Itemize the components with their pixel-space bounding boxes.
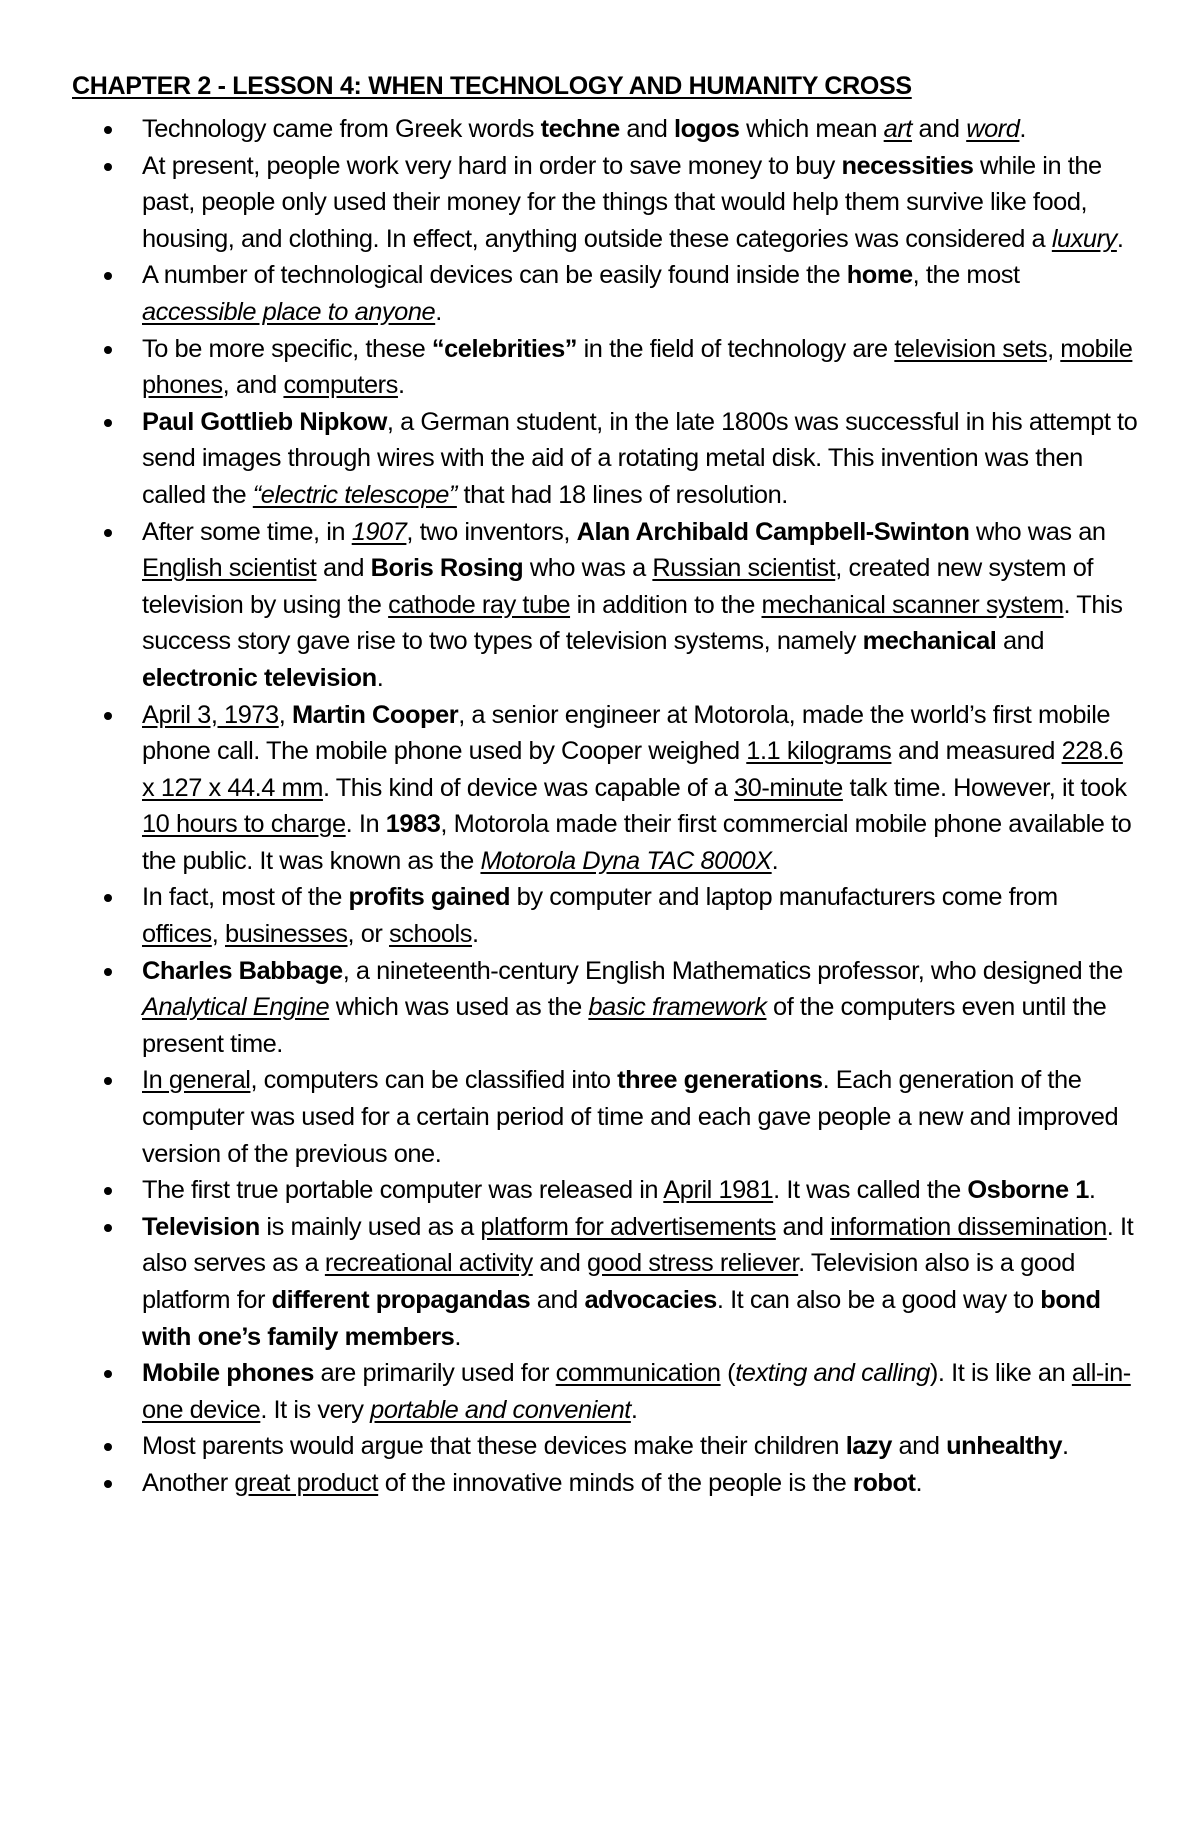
bullet-text-segment: , a nineteenth-century English Mathematics professor, who designed the [342,956,1123,985]
bullet-text-segment: , [278,700,292,729]
bullet-text-segment: all-in-one device [142,1359,1131,1424]
bullet-text-segment: 30-minute [734,773,843,802]
bullet-text-segment: are primarily used for [313,1359,556,1388]
bullet-text-segment: . [1088,1176,1096,1205]
bullet-text-segment: April 3, 1973 [142,700,279,729]
bullet-list [72,111,1138,1502]
bullet-text-segment: . [771,846,779,875]
bullet-text-segment: Charles Babbage [142,956,343,985]
bullet-item [72,1355,1138,1428]
bullet-dot-icon [104,1480,112,1488]
lesson-title: CHAPTER 2 - LESSON 4: WHEN TECHNOLOGY AND HUMANITY CROSS [72,72,912,100]
bullet-text-segment: . [376,663,384,692]
bullet-text-segment: necessities [841,151,974,180]
bullet-text-segment: , computers can be classified into [250,1066,618,1095]
bullet-text-segment: and [891,1432,947,1461]
bullet-text-segment: ). It is like an [929,1359,1072,1388]
bullet-dot-icon [104,1077,112,1085]
bullet-text-segment: and [316,554,371,583]
bullet-dot-icon [104,1443,112,1451]
bullet-text-segment: and [530,1286,585,1314]
bullet-text-segment: . Each generation of the computer was used for a certain period of time and each gave people a new and improved version of the previous one. [142,1066,1119,1168]
bullet-text-segment: which was used as the [329,993,589,1022]
bullet-item [72,404,1138,514]
bullet-text-segment: schools [389,920,472,949]
bullet-text-segment: Motorola Dyna TAC 8000X [480,846,772,875]
bullet-text-segment: . [397,371,405,400]
bullet-dot-icon [104,1224,112,1232]
bullet-text-segment: and [619,115,674,143]
bullet-text-segment: in addition to the [570,590,762,619]
bullet-text-segment: mechanical [862,627,997,656]
bullet-dot-icon [104,1187,112,1195]
bullet-text-segment: and measured [891,737,1062,766]
bullet-text-segment: ( [720,1359,736,1388]
bullet-text-segment: . Television also is a good platform for [142,1249,1075,1314]
bullet-text-segment: Mobile phones [142,1359,314,1388]
bullet-text-segment: different propagandas [271,1286,531,1314]
bullet-dot-icon [104,712,112,720]
bullet-text-segment: . This success story gave rise to two types of television systems, namely [142,590,1123,656]
bullet-text-segment: art [883,115,912,143]
bullet-dot-icon [104,419,112,427]
bullet-text-segment: three generations [617,1066,823,1095]
bullet-item [72,1465,1138,1502]
bullet-text-segment: basic framework [588,993,767,1022]
bullet-text-segment: , created new system of television by using the [142,554,1094,619]
bullet-text-segment: Most parents would argue that these devices make their children [142,1432,846,1461]
bullet-text-segment: portable and convenient [370,1395,631,1424]
bullet-text-segment: Technology came from Greek words [142,115,541,143]
bullet-text-segment: April 1981 [663,1176,774,1205]
bullet-text-segment: Analytical Engine [142,993,330,1022]
bullet-text-segment: , and [222,371,284,400]
bullet-text-segment: In fact, most of the [142,883,349,912]
bullet-text-segment: . [630,1395,638,1424]
bullet-item [72,1172,1138,1209]
bullet-item [72,953,1138,1063]
bullet-text-segment: . This kind of device was capable of a [322,773,734,802]
bullet-text-segment: , [1047,334,1061,363]
bullet-text-segment: lazy [845,1432,892,1461]
bullet-text-segment: , the most [912,261,1020,290]
bullet-text-segment: great product [234,1468,379,1497]
bullet-text-segment: robot [852,1468,916,1497]
bullet-dot-icon [104,346,112,354]
bullet-text-segment: , a senior engineer at Motorola, made the world’s first mobile phone call. The mobile phone used by Cooper weighed [142,700,1111,766]
bullet-dot-icon [104,163,112,171]
bullet-dot-icon [104,126,112,134]
bullet-item [72,111,1138,148]
bullet-text-segment: and [911,115,967,143]
bullet-text-segment: Paul Gottlieb Nipkow [142,407,387,436]
bullet-text-segment: English scientist [142,554,317,583]
bullet-text-segment: “electric telescope” [252,480,457,509]
bullet-text-segment: mechanical scanner system [761,590,1064,619]
bullet-text-segment: . It can also be a good way to [716,1286,1041,1314]
bullet-text-segment: The first true portable computer was released in [142,1176,664,1205]
bullet-item [72,257,1138,330]
bullet-item [72,1209,1138,1355]
bullet-text-segment: who was a [523,554,653,583]
bullet-text-segment: Television [142,1212,260,1241]
bullet-text-segment: techne [540,115,620,143]
bullet-text-segment: , Motorola made their first commercial mobile phone available to the public. It was known as the [142,810,1132,875]
bullet-text-segment: . It was called the [773,1176,968,1205]
bullet-text-segment: . It is very [260,1395,371,1424]
bullet-dot-icon [104,894,112,902]
bullet-text-segment: 1983 [385,810,441,839]
bullet-text-segment: word [966,115,1020,143]
bullet-text-segment: advocacies [584,1286,717,1314]
bullet-item [72,331,1138,404]
bullet-item [72,148,1138,258]
bullet-text-segment: luxury [1051,224,1117,253]
bullet-text-segment: recreational activity [324,1249,533,1278]
bullet-text-segment: electronic television [142,663,377,692]
bullet-text-segment: of the computers even until the present time. [142,993,1107,1058]
bullet-dot-icon [104,1370,112,1378]
bullet-text-segment: by computer and laptop manufacturers come from [510,883,1058,912]
bullet-text-segment: accessible place to anyone [142,297,436,326]
bullet-text-segment: platform for advertisements [480,1212,776,1241]
bullet-text-segment: that had 18 lines of resolution. [456,480,788,509]
bullet-text-segment: . It also serves as a [142,1212,1134,1278]
bullet-text-segment: Russian scientist [652,554,836,583]
bullet-text-segment: information dissemination [830,1212,1107,1241]
bullet-text-segment: Osborne 1 [967,1176,1089,1205]
bullet-text-segment: , two inventors, [406,517,577,546]
bullet-text-segment: After some time, in [142,517,352,546]
bullet-text-segment: . [1062,1432,1069,1461]
bullet-dot-icon [104,968,112,976]
bullet-text-segment: logos [674,115,740,143]
bullet-text-segment: Alan Archibald Campbell-Swinton [576,517,970,546]
bullet-text-segment: , [211,920,225,949]
bullet-text-segment: offices [142,920,212,949]
bullet-dot-icon [104,272,112,280]
bullet-text-segment: 10 hours to charge [142,810,346,839]
bullet-text-segment: while in the past, people only used their money for the things that would help them survive like food, housing, and clothing. In effect, anything outside these categories was considered a [142,151,1102,253]
bullet-text-segment: Another [142,1468,235,1497]
bullet-text-segment: 228.6 x 127 x 44.4 mm [142,737,1123,802]
bullet-text-segment: . [1116,224,1124,253]
bullet-text-segment: , a German student, in the late 1800s was successful in his attempt to send images through wires with the aid of a rotating metal disk. This invention was then called the [142,407,1138,509]
bullet-text-segment: Boris Rosing [370,554,524,583]
bullet-text-segment: home [846,261,913,290]
bullet-text-segment: of the innovative minds of the people is the [378,1468,853,1497]
bullet-text-segment: talk time. However, it took [842,773,1127,802]
bullet-text-segment: and [775,1212,831,1241]
bullet-text-segment: Martin Cooper [291,700,459,729]
bullet-text-segment: In general [142,1066,251,1095]
bullet-text-segment: profits gained [348,883,511,912]
bullet-text-segment: . [454,1322,461,1351]
bullet-item [72,1428,1138,1465]
bullet-text-segment: . In [345,810,386,839]
bullet-dot-icon [104,529,112,537]
bullet-item [72,1062,1138,1172]
bullet-text-segment: . [915,1468,923,1497]
bullet-text-segment: 1.1 kilograms [746,737,892,766]
bullet-text-segment: who was an [969,517,1106,546]
bullet-text-segment: is mainly used as a [259,1212,481,1241]
bullet-text-segment: unhealthy [946,1432,1062,1461]
bullet-text-segment: 1907 [351,517,407,546]
bullet-text-segment: To be more specific, these [142,334,432,363]
bullet-text-segment: texting and calling [735,1359,930,1388]
bullet-text-segment: good stress reliever [586,1249,799,1278]
bullet-text-segment: mobile phones [142,334,1133,400]
bullet-text-segment: businesses [225,920,348,949]
bullet-text-segment: . [435,297,442,326]
bullet-text-segment: and [996,627,1045,656]
bullet-item [72,879,1138,952]
bullet-text-segment: communication [555,1359,721,1388]
bullet-text-segment: which mean [739,115,884,143]
bullet-text-segment: cathode ray tube [388,590,571,619]
bullet-item [72,697,1138,880]
bullet-text-segment: At present, people work very hard in order to save money to buy [142,151,842,180]
bullet-text-segment: . [471,920,479,949]
bullet-text-segment: television sets [894,334,1048,363]
bullet-text-segment: , or [347,920,390,949]
bullet-text-segment: . [1019,115,1027,143]
bullet-text-segment: “celebrities” [431,334,578,363]
bullet-text-segment: and [532,1249,587,1278]
bullet-text-segment: A number of technological devices can be easily found inside the [142,261,847,290]
bullet-text-segment: in the field of technology are [577,334,895,363]
bullet-text-segment: computers [283,371,398,400]
bullet-text-segment: bond with one’s family members [142,1286,1101,1351]
bullet-item [72,514,1138,697]
